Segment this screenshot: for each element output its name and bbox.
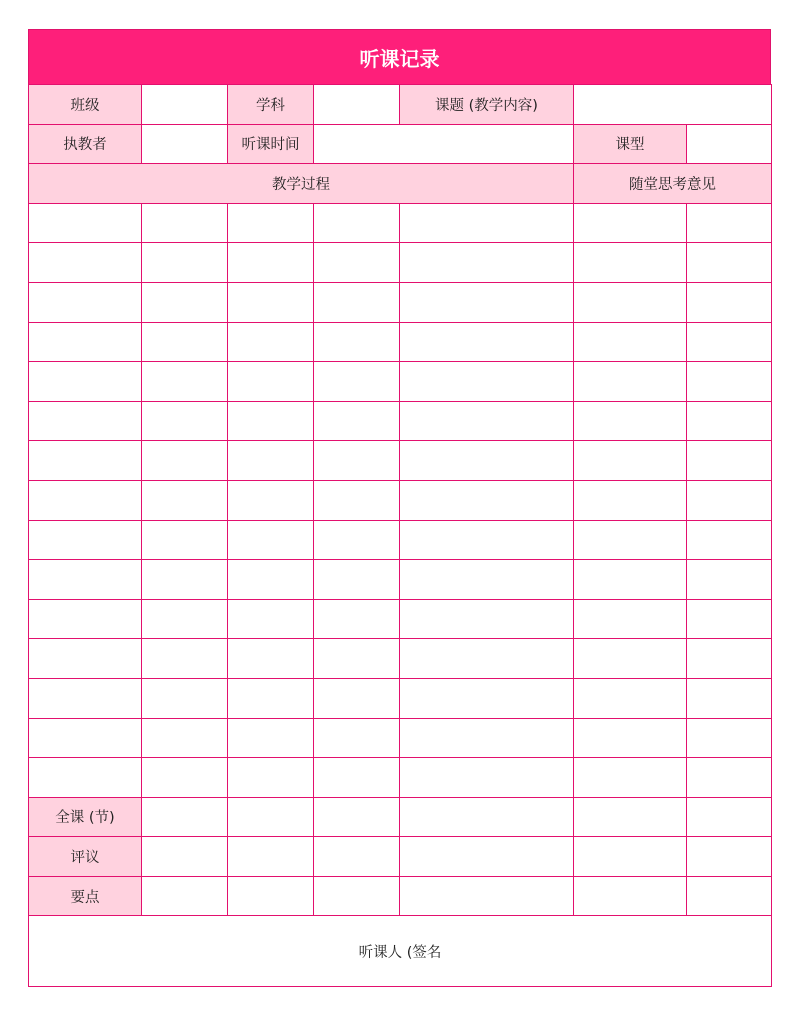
- record-cell[interactable]: [687, 876, 772, 916]
- record-cell[interactable]: [228, 639, 314, 679]
- key-points-label: 要点: [29, 876, 142, 916]
- record-cell[interactable]: [142, 758, 228, 798]
- record-cell[interactable]: [574, 837, 687, 877]
- record-cell[interactable]: [314, 362, 400, 402]
- topic-label: 课题 (教学内容): [400, 85, 574, 125]
- summary-row: [29, 797, 772, 837]
- record-cell[interactable]: [574, 282, 687, 322]
- record-cell[interactable]: [228, 718, 314, 758]
- record-row: [29, 520, 772, 560]
- record-cell[interactable]: [574, 678, 687, 718]
- record-cell[interactable]: [142, 203, 228, 243]
- record-cell[interactable]: [314, 322, 400, 362]
- record-cell[interactable]: [574, 758, 687, 798]
- record-cell[interactable]: [400, 758, 574, 798]
- record-cell[interactable]: [314, 678, 400, 718]
- record-cell[interactable]: [228, 441, 314, 481]
- record-cell[interactable]: [687, 441, 772, 481]
- record-cell[interactable]: [142, 718, 228, 758]
- record-cell[interactable]: [687, 837, 772, 877]
- record-cell[interactable]: [400, 362, 574, 402]
- record-cell[interactable]: [400, 282, 574, 322]
- record-cell[interactable]: [29, 758, 142, 798]
- record-cell[interactable]: [142, 480, 228, 520]
- info-row-1: [29, 85, 772, 125]
- record-cell[interactable]: [29, 678, 142, 718]
- record-cell[interactable]: [574, 639, 687, 679]
- record-cell[interactable]: [687, 599, 772, 639]
- record-cell[interactable]: [687, 401, 772, 441]
- record-cell[interactable]: [228, 282, 314, 322]
- record-cell[interactable]: [142, 441, 228, 481]
- record-cell[interactable]: [29, 480, 142, 520]
- record-cell[interactable]: [228, 678, 314, 718]
- record-row: [29, 441, 772, 481]
- record-cell[interactable]: [400, 837, 574, 877]
- record-row: [29, 678, 772, 718]
- record-cell[interactable]: [314, 401, 400, 441]
- record-cell[interactable]: [400, 203, 574, 243]
- record-cell[interactable]: [687, 282, 772, 322]
- record-cell[interactable]: [574, 401, 687, 441]
- record-cell[interactable]: [574, 520, 687, 560]
- record-cell[interactable]: [314, 441, 400, 481]
- record-cell[interactable]: [400, 718, 574, 758]
- signature-row: [29, 916, 772, 987]
- record-cell[interactable]: [574, 876, 687, 916]
- record-cell[interactable]: [29, 718, 142, 758]
- class-label: 班级: [29, 85, 142, 125]
- record-cell[interactable]: [314, 243, 400, 283]
- record-cell[interactable]: [400, 441, 574, 481]
- record-cell[interactable]: [29, 560, 142, 600]
- record-cell[interactable]: [687, 203, 772, 243]
- record-cell[interactable]: [400, 599, 574, 639]
- record-cell[interactable]: [574, 480, 687, 520]
- record-cell[interactable]: [400, 322, 574, 362]
- record-cell[interactable]: [687, 718, 772, 758]
- lesson-type-label: 课型: [574, 124, 687, 164]
- form-table: [28, 84, 772, 987]
- signature-field[interactable]: 听课人 (签名: [29, 916, 772, 987]
- record-cell[interactable]: [314, 480, 400, 520]
- record-cell[interactable]: [687, 362, 772, 402]
- record-cell[interactable]: [29, 203, 142, 243]
- record-cell[interactable]: [314, 282, 400, 322]
- record-cell[interactable]: [228, 203, 314, 243]
- record-row: [29, 639, 772, 679]
- record-cell[interactable]: [314, 718, 400, 758]
- lesson-type-field[interactable]: [687, 124, 772, 164]
- record-cell[interactable]: [400, 401, 574, 441]
- record-cell[interactable]: [687, 520, 772, 560]
- record-row: [29, 480, 772, 520]
- record-cell[interactable]: [400, 480, 574, 520]
- time-field[interactable]: [314, 124, 574, 164]
- comments-label: 评议: [29, 837, 142, 877]
- record-cell[interactable]: [687, 560, 772, 600]
- class-field[interactable]: [142, 85, 228, 125]
- record-cell[interactable]: [574, 441, 687, 481]
- record-cell[interactable]: [314, 837, 400, 877]
- record-row: [29, 282, 772, 322]
- record-cell[interactable]: [29, 282, 142, 322]
- reflection-header: 随堂思考意见: [574, 164, 772, 204]
- record-cell[interactable]: [142, 362, 228, 402]
- record-cell[interactable]: [400, 639, 574, 679]
- record-row: [29, 243, 772, 283]
- record-cell[interactable]: [142, 797, 228, 837]
- record-row: [29, 758, 772, 798]
- record-cell[interactable]: [29, 401, 142, 441]
- info-row-2: [29, 124, 772, 164]
- record-cell[interactable]: [142, 520, 228, 560]
- record-cell[interactable]: [314, 520, 400, 560]
- record-cell[interactable]: [228, 480, 314, 520]
- record-cell[interactable]: [228, 322, 314, 362]
- record-cell[interactable]: [142, 639, 228, 679]
- record-cell[interactable]: [400, 560, 574, 600]
- record-cell[interactable]: [687, 480, 772, 520]
- process-header: 教学过程: [29, 164, 574, 204]
- record-cell[interactable]: [314, 203, 400, 243]
- record-cell[interactable]: [400, 520, 574, 560]
- record-cell[interactable]: [687, 797, 772, 837]
- record-cell[interactable]: [574, 599, 687, 639]
- record-cell[interactable]: [228, 520, 314, 560]
- record-cell[interactable]: [142, 401, 228, 441]
- record-cell[interactable]: [574, 560, 687, 600]
- record-cell[interactable]: [228, 243, 314, 283]
- record-cell[interactable]: [142, 837, 228, 877]
- record-cell[interactable]: [314, 639, 400, 679]
- record-cell[interactable]: [29, 322, 142, 362]
- record-cell[interactable]: [29, 639, 142, 679]
- record-row: [29, 718, 772, 758]
- teacher-label: 执教者: [29, 124, 142, 164]
- record-cell[interactable]: [314, 560, 400, 600]
- record-row: [29, 362, 772, 402]
- record-cell[interactable]: [314, 876, 400, 916]
- record-cell[interactable]: [574, 797, 687, 837]
- record-cell[interactable]: [574, 243, 687, 283]
- record-cell[interactable]: [228, 758, 314, 798]
- record-cell[interactable]: [142, 282, 228, 322]
- record-cell[interactable]: [574, 203, 687, 243]
- record-cell[interactable]: [142, 243, 228, 283]
- record-cell[interactable]: [687, 639, 772, 679]
- summary-row: [29, 876, 772, 916]
- record-cell[interactable]: [228, 876, 314, 916]
- record-cell[interactable]: [400, 797, 574, 837]
- record-cell[interactable]: [142, 599, 228, 639]
- record-cell[interactable]: [29, 441, 142, 481]
- record-cell[interactable]: [314, 599, 400, 639]
- time-label: 听课时间: [228, 124, 314, 164]
- record-cell[interactable]: [228, 837, 314, 877]
- subject-field[interactable]: [314, 85, 400, 125]
- summary-row: [29, 837, 772, 877]
- whole-lesson-label: 全课 (节): [29, 797, 142, 837]
- record-cell[interactable]: [29, 243, 142, 283]
- record-row: [29, 560, 772, 600]
- record-row: [29, 401, 772, 441]
- record-cell[interactable]: [400, 678, 574, 718]
- record-cell[interactable]: [314, 797, 400, 837]
- record-cell[interactable]: [687, 243, 772, 283]
- lesson-observation-form: [28, 29, 771, 987]
- record-cell[interactable]: [29, 362, 142, 402]
- record-cell[interactable]: [228, 401, 314, 441]
- teacher-field[interactable]: [142, 124, 228, 164]
- record-cell[interactable]: [29, 520, 142, 560]
- topic-field[interactable]: [574, 85, 772, 125]
- record-cell[interactable]: [228, 599, 314, 639]
- record-cell[interactable]: [687, 678, 772, 718]
- record-cell[interactable]: [142, 678, 228, 718]
- record-cell[interactable]: [142, 560, 228, 600]
- section-header-row: [29, 164, 772, 204]
- form-title: 听课记录: [28, 29, 771, 84]
- record-cell[interactable]: [400, 243, 574, 283]
- record-row: [29, 599, 772, 639]
- record-row: [29, 203, 772, 243]
- record-cell[interactable]: [574, 362, 687, 402]
- record-row: [29, 322, 772, 362]
- record-cell[interactable]: [29, 599, 142, 639]
- subject-label: 学科: [228, 85, 314, 125]
- record-cell[interactable]: [142, 322, 228, 362]
- record-cell[interactable]: [687, 758, 772, 798]
- record-cell[interactable]: [574, 322, 687, 362]
- record-cell[interactable]: [400, 876, 574, 916]
- record-cell[interactable]: [574, 718, 687, 758]
- record-cell[interactable]: [314, 758, 400, 798]
- record-cell[interactable]: [142, 876, 228, 916]
- record-cell[interactable]: [687, 322, 772, 362]
- record-cell[interactable]: [228, 362, 314, 402]
- record-cell[interactable]: [228, 560, 314, 600]
- record-cell[interactable]: [228, 797, 314, 837]
